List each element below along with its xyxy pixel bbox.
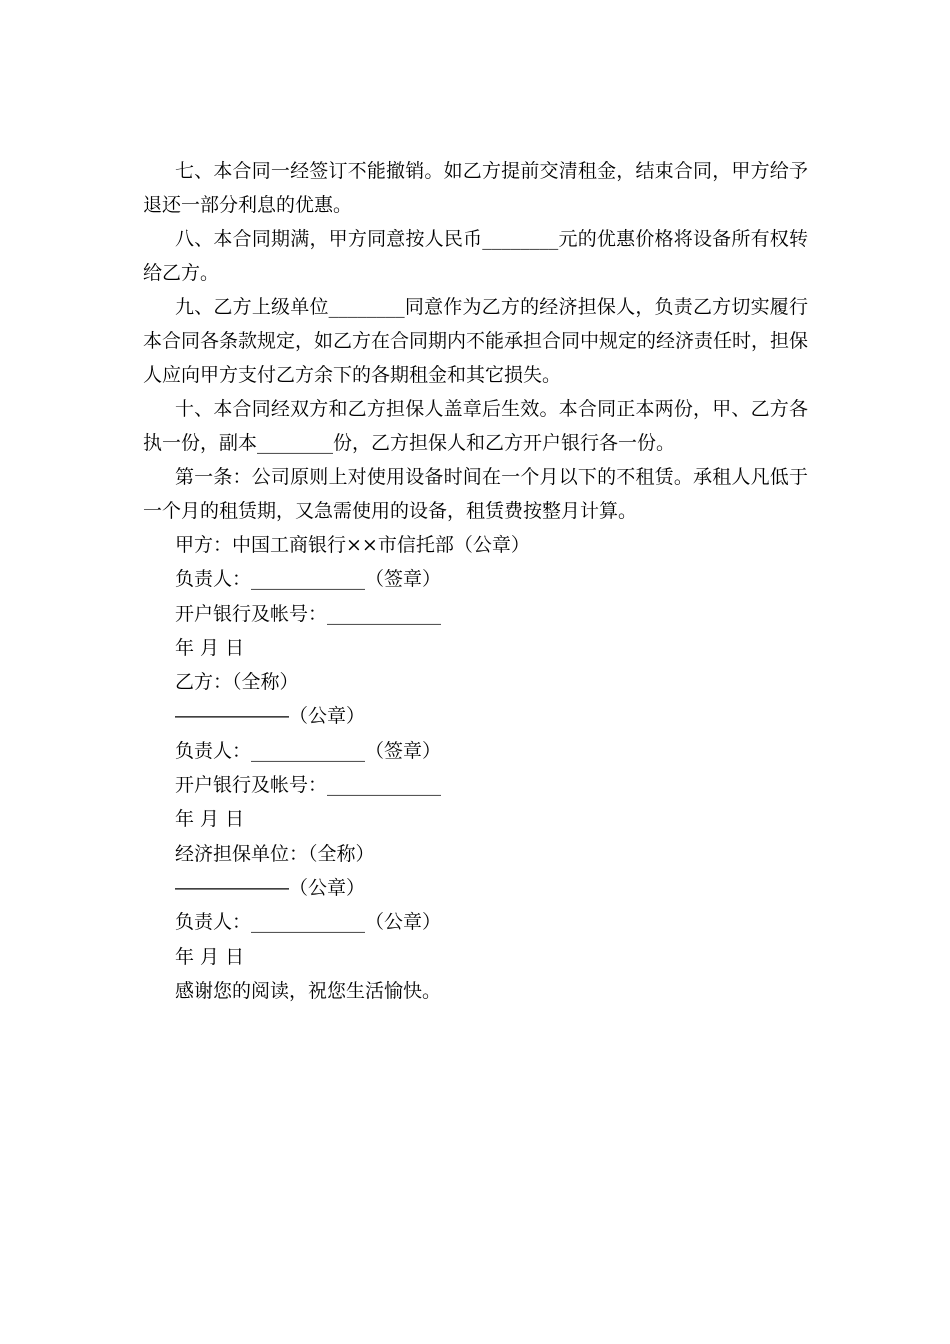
party-a-date: 年 月 日	[175, 636, 245, 659]
closing-line: 感谢您的阅读，祝您生活愉快。	[175, 979, 442, 1002]
party-b-seal: ――――――（公章）	[175, 705, 366, 728]
party-a-principal: 负责人：____________（签章）	[175, 568, 442, 591]
clause-9: 九、乙方上级单位________同意作为乙方的经济担保人，负责乙方切实履行本合同各条款规定，如乙方在合同期内不能承担合同中规定的经济责任时，担保人应向甲方支付乙方余下的各期租金和其它损失。	[143, 296, 809, 386]
document-body	[143, 154, 808, 1008]
guarantor-date: 年 月 日	[175, 945, 245, 968]
party-b-date: 年 月 日	[175, 808, 245, 831]
clause-7: 七、本合同一经签订不能撤销。如乙方提前交清租金，结束合同，甲方给予退还一部分利息的优惠。	[143, 160, 808, 216]
guarantor-seal: ――――――（公章）	[175, 876, 366, 899]
clause-8: 八、本合同期满，甲方同意按人民币________元的优惠价格将设备所有权转给乙方。	[143, 228, 808, 284]
guarantor-signature-block	[143, 837, 808, 974]
party-b-name: 乙方：（全称）	[175, 671, 299, 694]
party-b-signature-block	[143, 665, 808, 836]
clause-10: 十、本合同经双方和乙方担保人盖章后生效。本合同正本两份，甲、乙方各执一份，副本________份，乙方担保人和乙方开户银行各一份。	[143, 398, 808, 454]
party-a-signature-block	[143, 528, 808, 665]
party-a-name: 甲方：中国工商银行××市信托部（公章）	[175, 534, 530, 556]
party-b-bank-account: 开户银行及帐号：____________	[175, 774, 442, 797]
party-a-bank-account: 开户银行及帐号：____________	[175, 602, 442, 625]
guarantor-principal: 负责人：____________（公章）	[175, 911, 442, 934]
article-1: 第一条：公司原则上对使用设备时间在一个月以下的不租赁。承租人凡低于一个月的租赁期，又急需使用的设备，租赁费按整月计算。	[143, 466, 808, 522]
party-b-principal: 负责人：____________（签章）	[175, 739, 442, 762]
guarantor-name: 经济担保单位：（全称）	[175, 842, 375, 865]
